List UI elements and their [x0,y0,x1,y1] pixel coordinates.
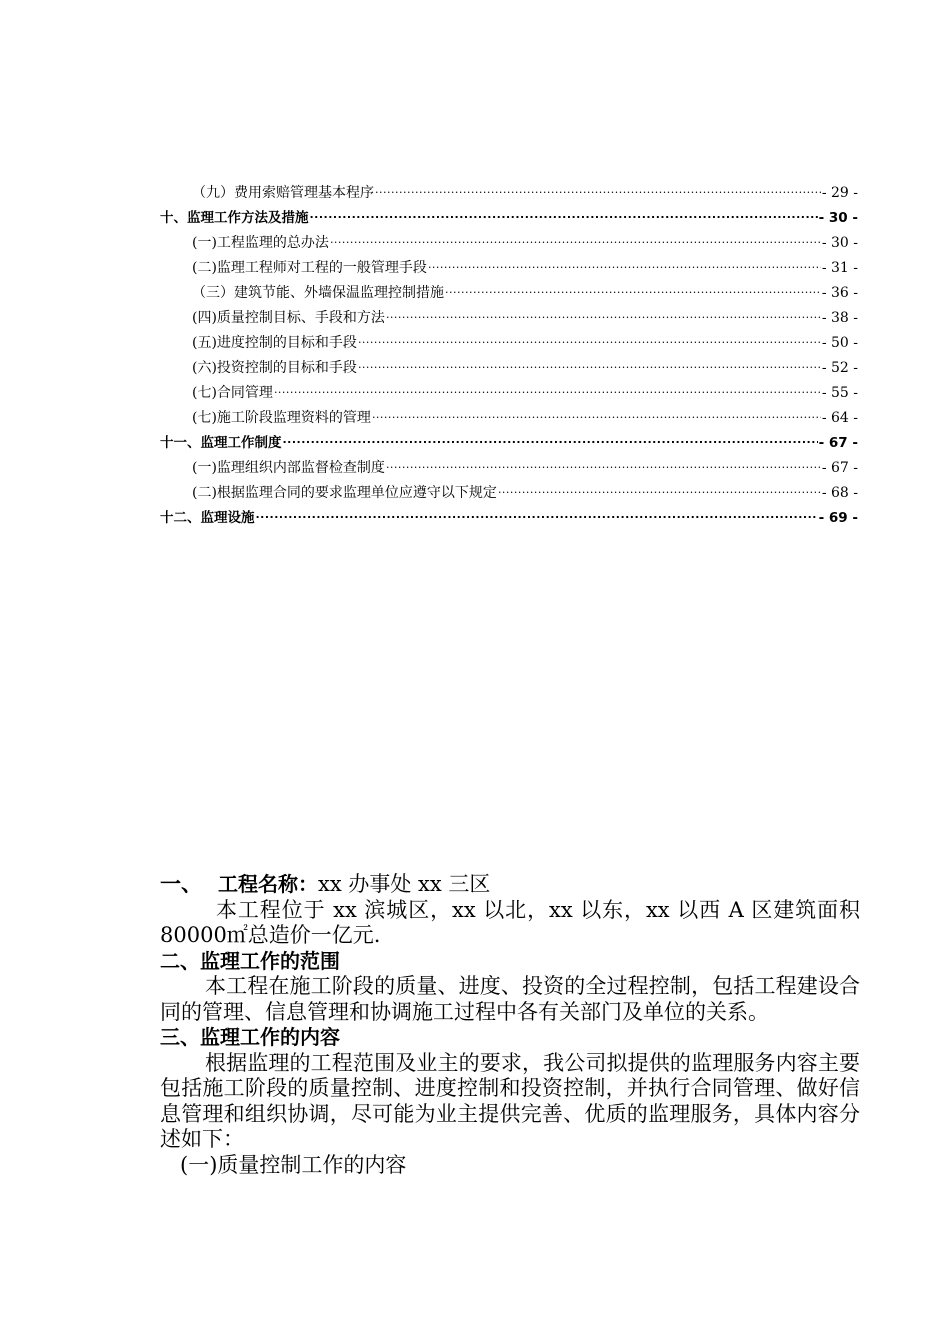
toc-entry[interactable] [160,378,858,403]
section-1-heading [160,872,860,898]
toc-entry-title: (七)施工阶段监理资料的管理 [192,410,371,426]
toc-entry-title: (五)进度控制的目标和手段 [192,335,357,351]
toc-entry-title: (六)投资控制的目标和手段 [192,360,357,376]
toc-entry[interactable] [160,278,858,303]
toc-entry-title: （九）费用索赔管理基本程序 [192,185,374,201]
toc-entry[interactable] [160,178,858,203]
toc-entry-page: - 50 - [821,335,858,351]
section-1-number: 一、 [160,872,202,896]
toc-entry[interactable] [160,428,858,453]
toc-dot-leader [283,430,818,450]
section-2-heading: 二、监理工作的范围 [160,948,340,973]
toc-entry-page: - 69 - [818,510,858,526]
toc-entry-page: - 31 - [821,260,858,276]
toc-entry[interactable] [160,403,858,428]
toc-entry[interactable] [160,353,858,378]
toc-dot-leader [358,330,821,350]
table-of-contents [160,178,858,528]
toc-entry-title: (七)合同管理 [192,385,273,401]
toc-entry-page: - 67 - [818,435,858,451]
toc-dot-leader [375,180,821,200]
toc-dot-leader [274,380,821,400]
toc-dot-leader [498,480,821,500]
toc-entry-page: - 55 - [821,385,858,401]
toc-entry-title: (二)监理工程师对工程的一般管理手段 [192,260,427,276]
document-body [160,872,860,1178]
toc-entry-title: 十二、监理设施 [160,510,255,526]
toc-dot-leader [330,230,821,250]
toc-dot-leader [372,405,821,425]
toc-entry[interactable] [160,228,858,253]
toc-entry-title: （三）建筑节能、外墙保温监理控制措施 [192,285,444,301]
toc-entry[interactable] [160,203,858,228]
section-3-subheading: (一)质量控制工作的内容 [180,1152,407,1177]
toc-entry-title: (四)质量控制目标、手段和方法 [192,310,385,326]
project-name: xx 办事处 xx 三区 [318,872,491,896]
toc-entry-title: (一)监理组织内部监督检查制度 [192,460,385,476]
section-3-paragraph: 根据监理的工程范围及业主的要求，我公司拟提供的监理服务内容主要包括施工阶段的质量控制、进度控制和投资控制，并执行合同管理、做好信息管理和组织协调，尽可能为业主提供完善、优质的监理服务，具体内容分述如下： [160,1050,860,1151]
toc-entry-title: (一)工程监理的总办法 [192,235,329,251]
toc-entry-title: (二)根据监理合同的要求监理单位应遵守以下规定 [192,485,497,501]
toc-entry-page: - 67 - [821,460,858,476]
toc-entry-page: - 36 - [821,285,858,301]
toc-entry-page: - 68 - [821,485,858,501]
toc-dot-leader [256,505,818,525]
toc-entry-page: - 30 - [818,210,858,226]
toc-entry-page: - 64 - [821,410,858,426]
toc-entry-page: - 38 - [821,310,858,326]
section-1-label: 工程名称： [218,872,318,896]
section-1-paragraph: 本工程位于 xx 滨城区，xx 以北，xx 以东，xx 以西 A 区建筑面积 80000㎡总造价一亿元. [160,897,860,947]
toc-entry[interactable] [160,253,858,278]
toc-entry-title: 十一、监理工作制度 [160,435,282,451]
toc-entry-title: 十、监理工作方法及措施 [160,210,309,226]
toc-entry-page: - 29 - [821,185,858,201]
toc-dot-leader [358,355,821,375]
toc-dot-leader [386,455,821,475]
toc-dot-leader [428,255,821,275]
toc-dot-leader [310,205,818,225]
toc-dot-leader [386,305,821,325]
toc-entry[interactable] [160,478,858,503]
section-3-heading: 三、监理工作的内容 [160,1025,340,1049]
toc-entry[interactable] [160,453,858,478]
toc-entry[interactable] [160,503,858,528]
toc-entry-page: - 52 - [821,360,858,376]
toc-entry[interactable] [160,303,858,328]
section-2-paragraph: 本工程在施工阶段的质量、进度、投资的全过程控制，包括工程建设合同的管理、信息管理和协调施工过程中各有关部门及单位的关系。 [160,974,860,1024]
toc-entry[interactable] [160,328,858,353]
toc-entry-page: - 30 - [821,235,858,251]
toc-dot-leader [445,280,821,300]
